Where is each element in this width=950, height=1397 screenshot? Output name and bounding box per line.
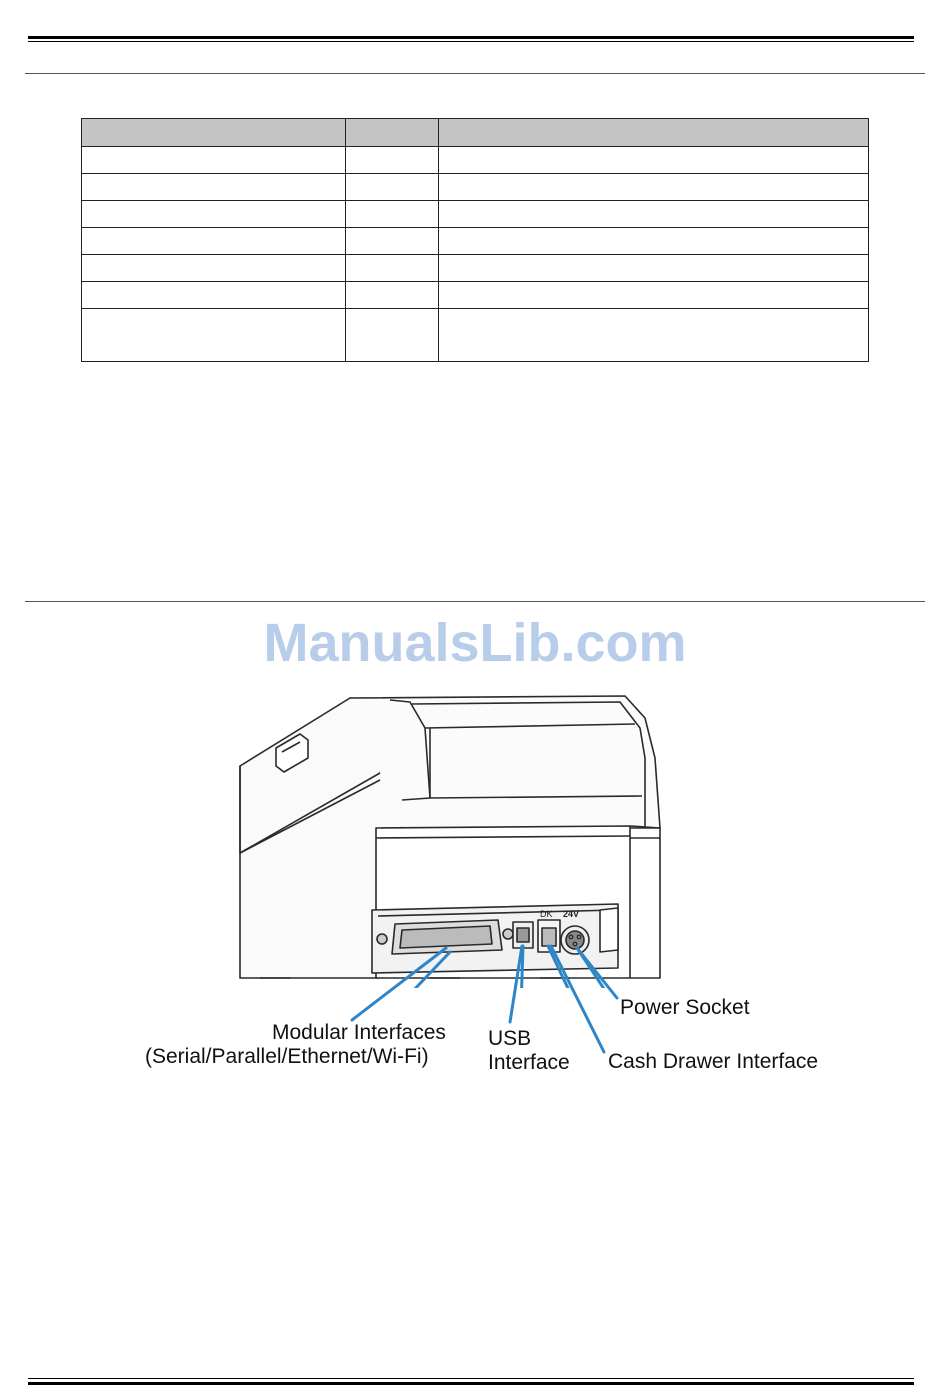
panel-label-dk: DK [540,909,553,919]
footer-rule-thick [28,1382,914,1385]
watermark: ManualsLib.com [263,613,687,673]
label-power-socket [620,996,750,1020]
leader-usb [510,946,522,1022]
label-modular-interfaces-types [145,1045,429,1069]
label-usb-line2: Interface [488,1051,570,1074]
label-usb [488,1027,531,1051]
footer-rule-thin [28,1378,914,1379]
label-usb-line1: USB [488,1027,532,1050]
label-usb-interface [488,1051,570,1075]
label-modular-line2: (Serial/Parallel/Ethernet/Wi-Fi) [145,1045,429,1068]
leader-modular [352,948,446,1020]
panel-label-24v: 24V [563,909,580,919]
label-power: Power Socket [620,996,750,1019]
leader-cash-drawer [551,946,604,1052]
label-cash-drawer-interface [608,1050,818,1074]
label-cash-drawer: Cash Drawer Interface [608,1050,819,1073]
label-modular-line1: Modular Interfaces [272,1021,446,1044]
leader-power [577,948,617,998]
label-modular-interfaces [272,1021,446,1045]
